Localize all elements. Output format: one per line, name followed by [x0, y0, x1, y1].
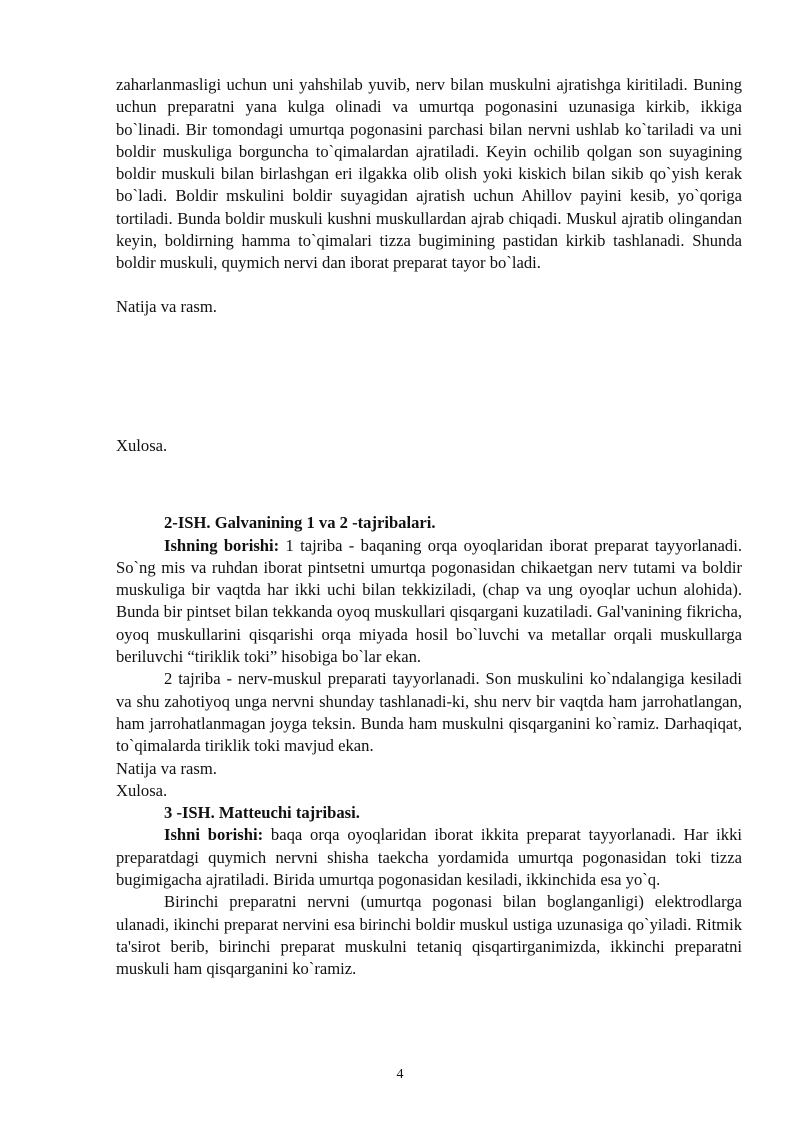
spacer — [116, 318, 742, 435]
spacer — [116, 275, 742, 296]
section-2-heading: 2-ISH. Galvanining 1 va 2 -tajribalari. — [164, 513, 436, 533]
conclusion-label: Xulosa. — [116, 780, 168, 800]
result-label: Natija va rasm. — [116, 758, 217, 778]
section-2-paragraph — [116, 535, 742, 669]
procedure-text: 1 tajriba - baqaning orqa oyoqlaridan iborat preparat tayyorlanadi. So`ng mis va ruhdan iborat pintsetni umurtqa pogonasidan chikaetgan nerv tutami va boldir muskuliga bir vaqtda har ikki uchi bilan tekkiziladi, (chap va ung oyoqlar uchun alohida). Bunda bir pintset bilan tekkanda oyoq muskullari qisqargani kuzatiladi. Gal'vanining fikricha, oyoq muskullarini qisqarishi orqa miyada hosil bo`luvchi va metallar orqali muskullarga beriluvchi “tiriklik toki” hisobiga bo`lar ekan. — [116, 535, 742, 667]
intro-paragraph: zaharlanmasligi uchun uni yahshilab yuvib, nerv bilan muskulni ajratishga kiritiladi. Buning uchun preparatni yana kulga olinadi va umurtqa pogonasini uzunasiga kirkib, ikkiga bo`linadi. Bir tomondagi umurtqa pogonasini parchasi bilan nervni ushlab ko`tariladi va uni boldir muskuliga borguncha to`qimalardan ajratiladi. Keyin ochilib qolgan son suyagining boldir muskuli bilan birlashgan eri ilgakka olib olish yoki kiskich bilan sikib qo`yish kerak bo`ladi. Boldir mskulini boldir suyagidan ajratish uchun Ahillov payini kesib, yo`qoriga tortiladi. Bunda boldir muskuli kushni muskullardan ajrab chiqadi. Muskul ajratib olingandan keyin, boldirning hamma to`qimalari tizza bugimining pastidan kirkib tashlanadi. Shunda boldir muskuli, quymich nervi dan iborat preparat tayor bo`ladi. — [116, 75, 742, 273]
section-3-paragraph-2: Birinchi preparatni nervni (umurtqa pogonasi bilan boglanganligi) elektrodlarga ulanadi, ikinchi preparat nervini esa birinchi boldir muskul ustiga uzunasiga qo`yiladi. Ritmik ta'sirot berib, birinchi preparat muskulni tetaniq qisqartirganimizda, ikkinchi preparatni muskuli ham qisqarganini ko`ramiz. — [116, 892, 742, 979]
result-label: Natija va rasm. — [116, 296, 217, 316]
section-3-paragraph — [116, 824, 742, 891]
section-2-experiment-2: 2 tajriba - nerv-muskul preparati tayyorlanadi. Son muskulini ko`ndalangiga kesiladi va shu zahotiyoq unga nervni shunday tashlanadi-ki, shu nerv bir vaqtda ham jarrohatlangan, ham jarrohatlanmagan joyga teksin. Bunda ham muskulni qisqarganini ko`ramiz. Darhaqiqat, to`qimalarda tiriklik toki mavjud ekan. — [116, 669, 742, 756]
spacer — [116, 457, 742, 512]
document-page — [116, 74, 742, 981]
page-number: 4 — [396, 1067, 404, 1082]
procedure-label: Ishning borishi: — [164, 535, 280, 555]
conclusion-label: Xulosa. — [116, 435, 168, 455]
procedure-label: Ishni borishi: — [164, 825, 264, 845]
section-3-heading: 3 -ISH. Matteuchi tajribasi. — [164, 803, 360, 823]
procedure-text: baqa orqa oyoqlaridan iborat ikkita preparat tayyorlanadi. Har ikki preparatdagi quymich nervni shisha taekcha yordamida umurtqa pogonasidan toki tizza bugimigacha ajratiladi. Birida umurtqa pogonasidan kesiladi, ikkinchida esa yo`q. — [116, 825, 742, 890]
